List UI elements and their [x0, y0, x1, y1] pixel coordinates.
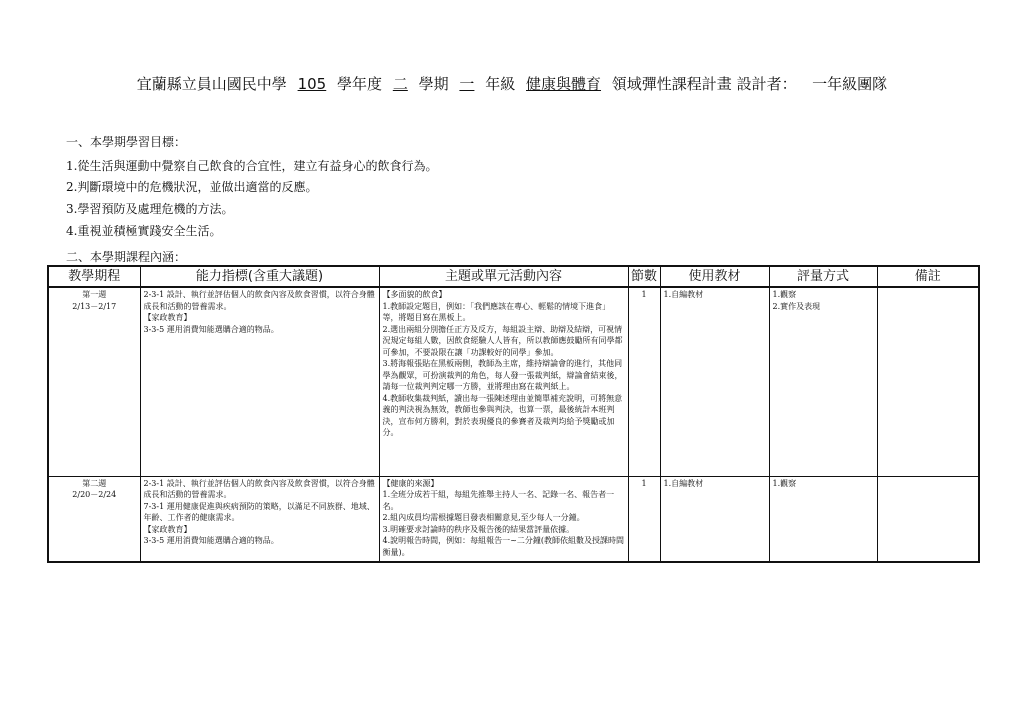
column-header: 評量方式 [769, 266, 877, 287]
assessment-cell [769, 287, 877, 476]
objective-item: 3.學習預防及處理危機的方法。 [66, 202, 234, 216]
objective-item: 2.判斷環境中的危機狀況，並做出適當的反應。 [66, 180, 318, 194]
sessions-cell: 1 [628, 476, 660, 562]
activity-text: 1.全班分成若干組，每組先推舉主持人一名、記錄一名、報告者一名。 [382, 490, 615, 511]
content-heading: 二、本學期課程內涵： [66, 250, 187, 264]
column-header: 節數 [628, 266, 660, 287]
indicator-text: 3-3-5 運用消費知能選購合適的物品。 [143, 536, 279, 545]
column-header: 使用教材 [660, 266, 769, 287]
objectives-heading: 一、本學期學習目標： [66, 135, 187, 149]
designer-label: 設計者： [736, 75, 797, 93]
week-cell [48, 476, 140, 562]
week-dates: 2/13－2/17 [72, 301, 117, 311]
table-header-row [48, 266, 979, 287]
week-cell [48, 287, 140, 476]
week-label: 第一週 [82, 290, 107, 299]
sessions-cell: 1 [628, 287, 660, 476]
title-rest: 領域彈性課程計畫 [611, 75, 732, 93]
indicator-text: 【家政教育】 [143, 313, 192, 322]
indicators-cell [140, 287, 379, 476]
indicator-text: 2-3-1 設計、執行並評估個人的飲食內容及飲食習慣，以符合身體成長和活動的營養需求。 [143, 478, 375, 499]
notes-cell [877, 476, 979, 562]
course-plan-table [47, 265, 980, 563]
activity-text: 4.教師收集裁判紙，讀出每一張陳述理由並簡單補充說明，可將無意義的判決視為無效，教師也參與判決，也算一票，最後統計本班判決，宣布何方勝利，對於表現優良的參賽者及裁判均給予獎勵或加分。 [382, 393, 623, 437]
activity-text: 1.教師設定題目，例如：「我們應該在專心、輕鬆的情境下進食」等，將題目寫在黑板上。 [382, 301, 611, 322]
column-header: 教學期程 [48, 266, 140, 287]
column-header: 主題或單元活動內容 [379, 266, 628, 287]
activities-cell [379, 287, 628, 476]
materials-cell: 1.自編教材 [660, 476, 769, 562]
assessment-cell [769, 476, 877, 562]
year-suffix: 學年度 [337, 75, 383, 93]
notes-cell [877, 287, 979, 476]
indicator-text: 2-3-1 設計、執行並評估個人的飲食內容及飲食習慣，以符合身體成長和活動的營養需求。 [143, 290, 375, 311]
grade-suffix: 年級 [485, 75, 516, 93]
indicator-text: 3-3-5 運用消費知能選購合適的物品。 [143, 324, 279, 334]
designer-name: 一年級團隊 [812, 75, 888, 93]
grade: 一 [459, 75, 475, 93]
school-year: 105 [297, 75, 327, 93]
week-dates: 2/20－2/24 [72, 490, 117, 499]
activity-text: 2.組內成員均需根據題目發表相關意見,至少每人一分鐘。 [382, 513, 585, 522]
assessment-text: 1.觀察 [772, 478, 797, 488]
activity-text: 3.將海報張貼在黑板兩側，教師為主席，維持辯論會的進行，其他同學為觀眾，可扮演裁判的角色，每人發一張裁判紙，辯論會結束後，請每一位裁判判定哪一方勝，並將理由寫在裁判紙上。 [382, 359, 623, 391]
activities-cell [379, 476, 628, 562]
assessment-text: 2.實作及表現 [772, 301, 821, 311]
activity-text: 2.選出兩組分別擔任正方及反方，每組設主辯、助辯及結辯，可視情況規定每組人數，因飲食經驗人人皆有，所以教師應鼓勵所有同學都可參加，不要設限在讓「功課較好的同學」參加。 [382, 324, 623, 357]
column-header: 能力指標(含重大議題) [140, 266, 379, 287]
indicators-cell [140, 476, 379, 562]
activity-text: 【健康的來源】 [382, 478, 439, 488]
assessment-text: 1.觀察 [772, 290, 797, 299]
activity-text: 3.明確要求討論時的秩序及報告後的結果當評量依據。 [382, 524, 575, 534]
indicator-text: 7-3-1 運用健康促進與疾病預防的策略，以滿足不同族群、地域、年齡、工作者的健康需求。 [143, 501, 375, 522]
activity-text: 4.說明報告時間，例如：每組報告一~二分鐘(教師依組數及授課時間衡量)。 [382, 536, 624, 557]
week-label: 第二週 [82, 478, 107, 488]
column-header: 備註 [877, 266, 979, 287]
table-row [48, 476, 979, 562]
table-row [48, 287, 979, 476]
materials-cell: 1.自編教材 [660, 287, 769, 476]
page-title [0, 73, 1024, 94]
learning-domain: 健康與體育 [526, 75, 602, 93]
semester: 二 [392, 75, 408, 93]
semester-suffix: 學期 [418, 75, 449, 93]
objective-item: 1.從生活與運動中覺察自己飲食的合宜性，建立有益身心的飲食行為。 [66, 159, 438, 173]
school-name: 宜蘭縣立員山國民中學 [136, 75, 287, 93]
activity-text: 【多面貌的飲食】 [382, 290, 447, 299]
objective-item: 4.重視並積極實踐安全生活。 [66, 224, 222, 238]
indicator-text: 【家政教育】 [143, 524, 192, 534]
